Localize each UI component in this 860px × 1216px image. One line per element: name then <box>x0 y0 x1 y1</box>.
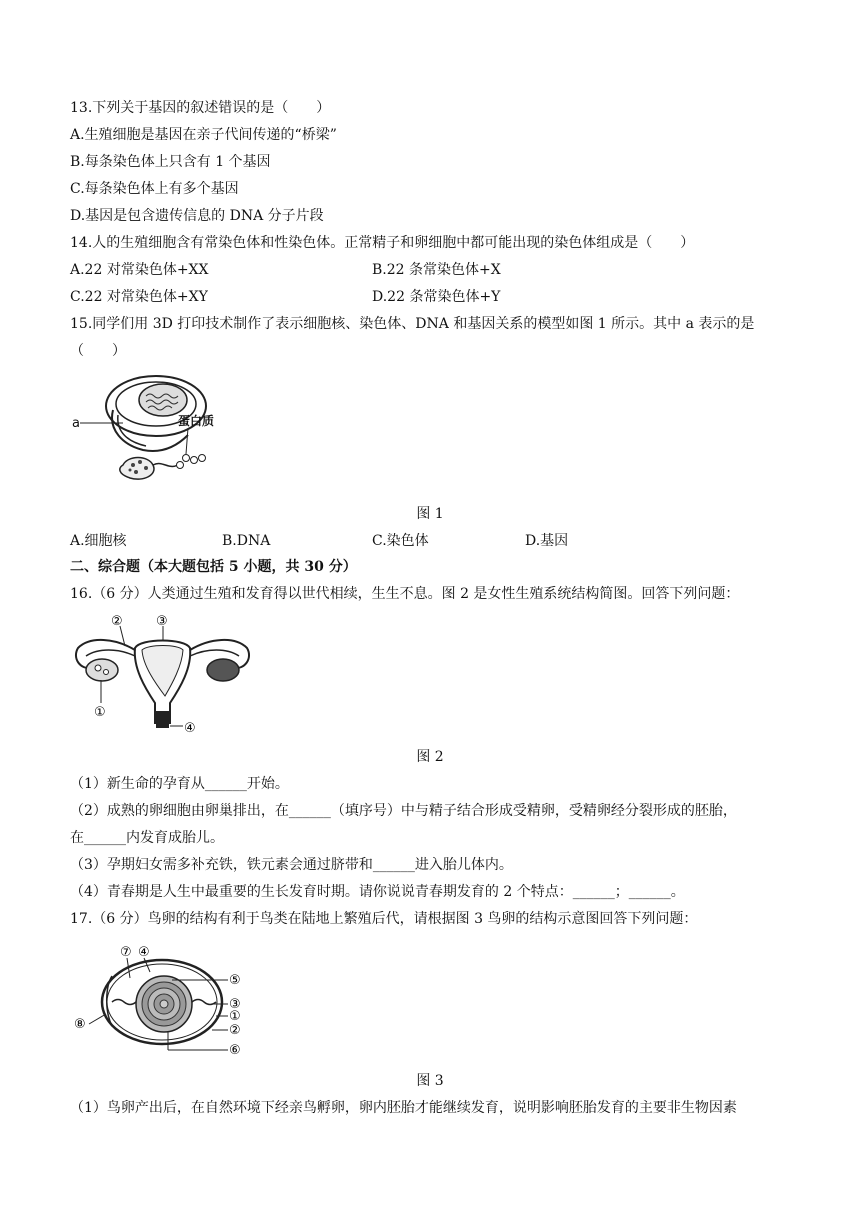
q15-stem: 15.同学们用 3D 打印技术制作了表示细胞核、染色体、DNA 和基因关系的模型如图 1 所示。其中 a 表示的是 <box>70 316 755 332</box>
q15-option-d: D.基因 <box>525 533 569 549</box>
q13-option-d: D.基因是包含遗传信息的 DNA 分子片段 <box>70 208 324 224</box>
figure-3-label-5: ⑤ <box>229 973 241 988</box>
q16-part-4: （4）青春期是人生中最重要的生长发育时期。请你说说青春期发育的 2 个特点：______；______。 <box>70 884 685 900</box>
section-2-title: 二、综合题（本大题包括 5 小题，共 30 分） <box>70 559 357 575</box>
figure-2-caption: 图 2 <box>416 749 444 765</box>
q16-part-3: （3）孕期妇女需多补充铁，铁元素会通过脐带和______进入胎儿体内。 <box>70 857 513 873</box>
figure-3-label-3: ③ <box>229 997 241 1012</box>
figure-2-female-reproductive-system <box>70 608 255 738</box>
figure-2-label-4: ④ <box>184 721 196 736</box>
q14-option-a: A.22 对常染色体+XX <box>70 262 209 278</box>
figure-3-label-4: ④ <box>138 945 150 960</box>
q17-part-1: （1）鸟卵产出后，在自然环境下经亲鸟孵卵，卵内胚胎才能继续发育，说明影响胚胎发育的主要非生物因素 <box>70 1100 737 1116</box>
q16-stem: 16.（6 分）人类通过生殖和发育得以世代相续，生生不息。图 2 是女性生殖系统结构简图。回答下列问题： <box>70 586 740 602</box>
q13-stem: 13.下列关于基因的叙述错误的是（ ） <box>70 100 331 116</box>
figure-3-label-6: ⑥ <box>229 1043 241 1058</box>
q15-option-a: A.细胞核 <box>70 533 127 549</box>
q14-option-b: B.22 条常染色体+X <box>372 262 501 278</box>
figure-1-chromosome-model <box>68 370 228 495</box>
q13-option-c: C.每条染色体上有多个基因 <box>70 181 239 197</box>
q15-option-c: C.染色体 <box>372 533 429 549</box>
figure-3-label-8: ⑧ <box>74 1017 86 1032</box>
q13-option-b: B.每条染色体上只含有 1 个基因 <box>70 154 271 170</box>
figure-3-label-7: ⑦ <box>120 945 132 960</box>
q14-stem: 14.人的生殖细胞含有常染色体和性染色体。正常精子和卵细胞中都可能出现的染色体组成是（ ） <box>70 235 695 251</box>
figure-1-caption: 图 1 <box>416 506 444 522</box>
q15-option-b: B.DNA <box>222 533 271 549</box>
figure-2-label-1: ① <box>94 705 106 720</box>
figure-3-label-1: ① <box>229 1009 241 1024</box>
figure-3-label-2: ② <box>229 1023 241 1038</box>
figure-2-label-3: ③ <box>156 614 168 629</box>
q15-stem-cont: （ ） <box>70 343 126 359</box>
q16-part-2-cont: 在______内发育成胎儿。 <box>70 830 224 846</box>
figure-1-label-protein: 蛋白质 <box>178 414 215 428</box>
figure-2-label-2: ② <box>111 614 123 629</box>
figure-3-caption: 图 3 <box>416 1073 444 1089</box>
q16-part-1: （1）新生命的孕育从______开始。 <box>70 776 289 792</box>
figure-1-label-a: a <box>72 416 80 431</box>
figure-3-bird-egg <box>72 940 252 1060</box>
q14-option-c: C.22 对常染色体+XY <box>70 289 208 305</box>
q13-option-a: A.生殖细胞是基因在亲子代间传递的“桥梁” <box>70 127 337 143</box>
q16-part-2: （2）成熟的卵细胞由卵巢排出，在______（填序号）中与精子结合形成受精卵，受精卵经分裂形成的胚胎， <box>70 803 737 819</box>
q17-stem: 17.（6 分）鸟卵的结构有利于鸟类在陆地上繁殖后代，请根据图 3 鸟卵的结构示意图回答下列问题： <box>70 911 698 927</box>
q14-option-d: D.22 条常染色体+Y <box>372 289 501 305</box>
